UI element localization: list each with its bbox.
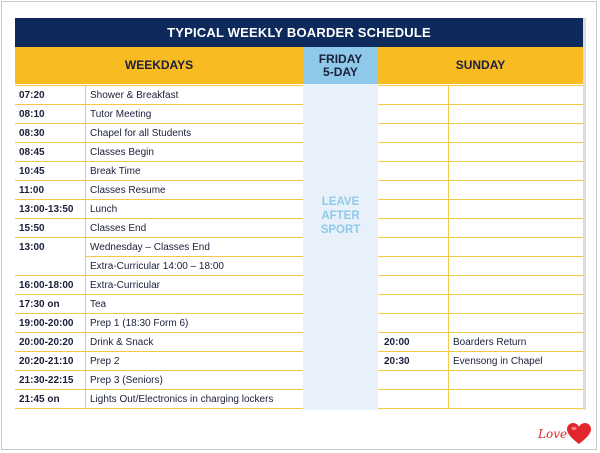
- sunday-activity-cell: [453, 371, 581, 390]
- weekday-activity-cell: Lunch: [90, 204, 118, 215]
- grid-hline: [15, 237, 303, 238]
- grid-hline: [15, 313, 303, 314]
- table-row: [15, 333, 583, 352]
- weekday-time-cell: 21:45 on: [19, 394, 60, 405]
- weekday-time-cell: 19:00-20:00: [19, 318, 74, 329]
- weekday-activity-cell: Classes End: [90, 223, 147, 234]
- sunday-activity-cell: [453, 105, 581, 124]
- grid-hline: [378, 180, 583, 181]
- sunday-time-cell: [384, 162, 444, 181]
- grid-hline: [378, 104, 583, 105]
- weekday-activity-cell: Drink & Snack: [90, 337, 154, 348]
- table-row: [15, 295, 583, 314]
- sunday-time-cell: [384, 86, 444, 105]
- sunday-time-cell: [384, 390, 444, 409]
- weekday-time-cell: 11:00: [19, 185, 45, 196]
- weekday-time-cell: 20:20-21:10: [19, 356, 74, 367]
- table-row: [15, 181, 583, 200]
- grid-hline: [15, 351, 303, 352]
- grid-hline: [15, 370, 303, 371]
- weekday-time-cell: 13:00: [19, 242, 45, 253]
- grid-hline: [15, 218, 303, 219]
- grid-hline: [378, 142, 583, 143]
- grid-hline: [378, 218, 583, 219]
- grid-vline: [448, 85, 449, 408]
- table-row: [15, 276, 583, 295]
- table-row: [15, 257, 583, 276]
- schedule-table: [15, 18, 583, 410]
- sunday-time-cell: [384, 105, 444, 124]
- header-friday: [303, 47, 378, 84]
- table-row: [15, 352, 583, 371]
- weekday-time-cell: 16:00-18:00: [19, 280, 74, 291]
- grid-hline: [378, 313, 583, 314]
- table-row: [15, 86, 583, 105]
- grid-hline: [15, 275, 303, 276]
- weekday-time-cell: 17:30 on: [19, 299, 60, 310]
- grid-hline: [15, 85, 303, 86]
- sunday-activity-cell: [453, 124, 581, 143]
- weekday-time-cell: 07:20: [19, 90, 45, 101]
- table-row: [15, 124, 583, 143]
- grid-hline: [85, 256, 303, 257]
- sunday-activity-cell: [453, 257, 581, 276]
- grid-hline: [15, 180, 303, 181]
- header-friday-line2: 5-DAY: [323, 64, 358, 79]
- grid-hline: [378, 237, 583, 238]
- grid-hline: [378, 332, 583, 333]
- sunday-activity-cell: Boarders Return: [453, 337, 527, 348]
- weekday-activity-cell: Tutor Meeting: [90, 109, 152, 120]
- weekday-time-cell: [19, 257, 85, 276]
- grid-vline: [85, 85, 86, 408]
- weekday-time-cell: 20:00-20:20: [19, 337, 74, 348]
- weekday-activity-cell: Prep 1 (18:30 Form 6): [90, 318, 189, 329]
- weekday-activity-cell: Break Time: [90, 166, 141, 177]
- table-row: [15, 238, 583, 257]
- grid-hline: [378, 294, 583, 295]
- sunday-time-cell: [384, 371, 444, 390]
- sunday-activity-cell: [453, 390, 581, 409]
- grid-hline: [15, 142, 303, 143]
- sunday-time-cell: [384, 238, 444, 257]
- weekday-activity-cell: Tea: [90, 299, 107, 310]
- grid-hline: [378, 370, 583, 371]
- weekday-activity-cell: Prep 2: [90, 356, 120, 367]
- grid-hline: [15, 104, 303, 105]
- grid-hline: [15, 161, 303, 162]
- table-row: [15, 162, 583, 181]
- weekday-activity-cell: Lights Out/Electronics in charging lockers: [90, 394, 274, 405]
- grid-hline: [378, 351, 583, 352]
- sunday-time-cell: [384, 200, 444, 219]
- table-row: [15, 200, 583, 219]
- table-row: [15, 314, 583, 333]
- sunday-time-cell: [384, 314, 444, 333]
- weekday-activity-cell: Prep 3 (Seniors): [90, 375, 163, 386]
- header-weekdays: WEEKDAYS: [15, 47, 303, 84]
- schedule-title: TYPICAL WEEKLY BOARDER SCHEDULE: [15, 18, 583, 47]
- weekday-activity-cell: Shower & Breakfast: [90, 90, 179, 101]
- sunday-time-cell: 20:00: [384, 337, 410, 348]
- weekday-time-cell: 08:10: [19, 109, 45, 120]
- sunday-time-cell: [384, 276, 444, 295]
- grid-hline: [378, 256, 583, 257]
- table-row: [15, 143, 583, 162]
- sheet-shadow: [583, 18, 586, 410]
- weekday-time-cell: 13:00-13:50: [19, 204, 74, 215]
- weekday-time-cell: 21:30-22:15: [19, 375, 74, 386]
- sunday-time-cell: 20:30: [384, 356, 410, 367]
- weekday-activity-cell: Extra-Curricular: [90, 280, 161, 291]
- grid-hline: [15, 199, 303, 200]
- grid-hline: [15, 389, 303, 390]
- weekday-time-cell: 15:50: [19, 223, 45, 234]
- weekday-activity-cell: Wednesday – Classes End: [90, 242, 210, 253]
- sunday-time-cell: [384, 257, 444, 276]
- sunday-activity-cell: Evensong in Chapel: [453, 356, 543, 367]
- friday-note-line: LEAVE: [321, 196, 360, 208]
- sunday-activity-cell: [453, 295, 581, 314]
- grid-hline: [378, 275, 583, 276]
- sunday-activity-cell: [453, 314, 581, 333]
- table-row: [15, 219, 583, 238]
- grid-hline: [378, 161, 583, 162]
- friday-note-line: AFTER: [321, 210, 360, 222]
- header-sunday: SUNDAY: [378, 47, 583, 84]
- weekday-time-cell: 10:45: [19, 166, 45, 177]
- grid-hline: [378, 408, 583, 409]
- grid-hline: [378, 199, 583, 200]
- love-watermark: Love: [538, 427, 568, 441]
- friday-note-line: SPORT: [320, 224, 361, 236]
- sunday-activity-cell: [453, 143, 581, 162]
- weekday-activity-cell: Classes Resume: [90, 185, 166, 196]
- header-friday-line1: FRIDAY: [318, 51, 363, 66]
- sunday-activity-cell: [453, 276, 581, 295]
- sunday-activity-cell: [453, 162, 581, 181]
- grid-hline: [378, 389, 583, 390]
- grid-hline: [15, 332, 303, 333]
- table-row: [15, 105, 583, 124]
- grid-hline: [378, 123, 583, 124]
- table-row: [15, 371, 583, 390]
- sunday-time-cell: [384, 143, 444, 162]
- sunday-time-cell: [384, 181, 444, 200]
- sunday-time-cell: [384, 124, 444, 143]
- sunday-time-cell: [384, 295, 444, 314]
- grid-hline: [15, 408, 303, 409]
- weekday-activity-cell: Extra-Curricular 14:00 – 18:00: [90, 261, 224, 272]
- sunday-activity-cell: [453, 238, 581, 257]
- sunday-activity-cell: [453, 219, 581, 238]
- weekday-activity-cell: Chapel for all Students: [90, 128, 192, 139]
- weekday-time-cell: 08:45: [19, 147, 45, 158]
- grid-hline: [378, 85, 583, 86]
- sunday-time-cell: [384, 219, 444, 238]
- sunday-activity-cell: [453, 200, 581, 219]
- sunday-activity-cell: [453, 86, 581, 105]
- grid-hline: [15, 123, 303, 124]
- weekday-activity-cell: Classes Begin: [90, 147, 154, 158]
- table-row: [15, 390, 583, 409]
- grid-hline: [15, 294, 303, 295]
- sunday-activity-cell: [453, 181, 581, 200]
- heart-icon: [566, 422, 592, 446]
- weekday-time-cell: 08:30: [19, 128, 45, 139]
